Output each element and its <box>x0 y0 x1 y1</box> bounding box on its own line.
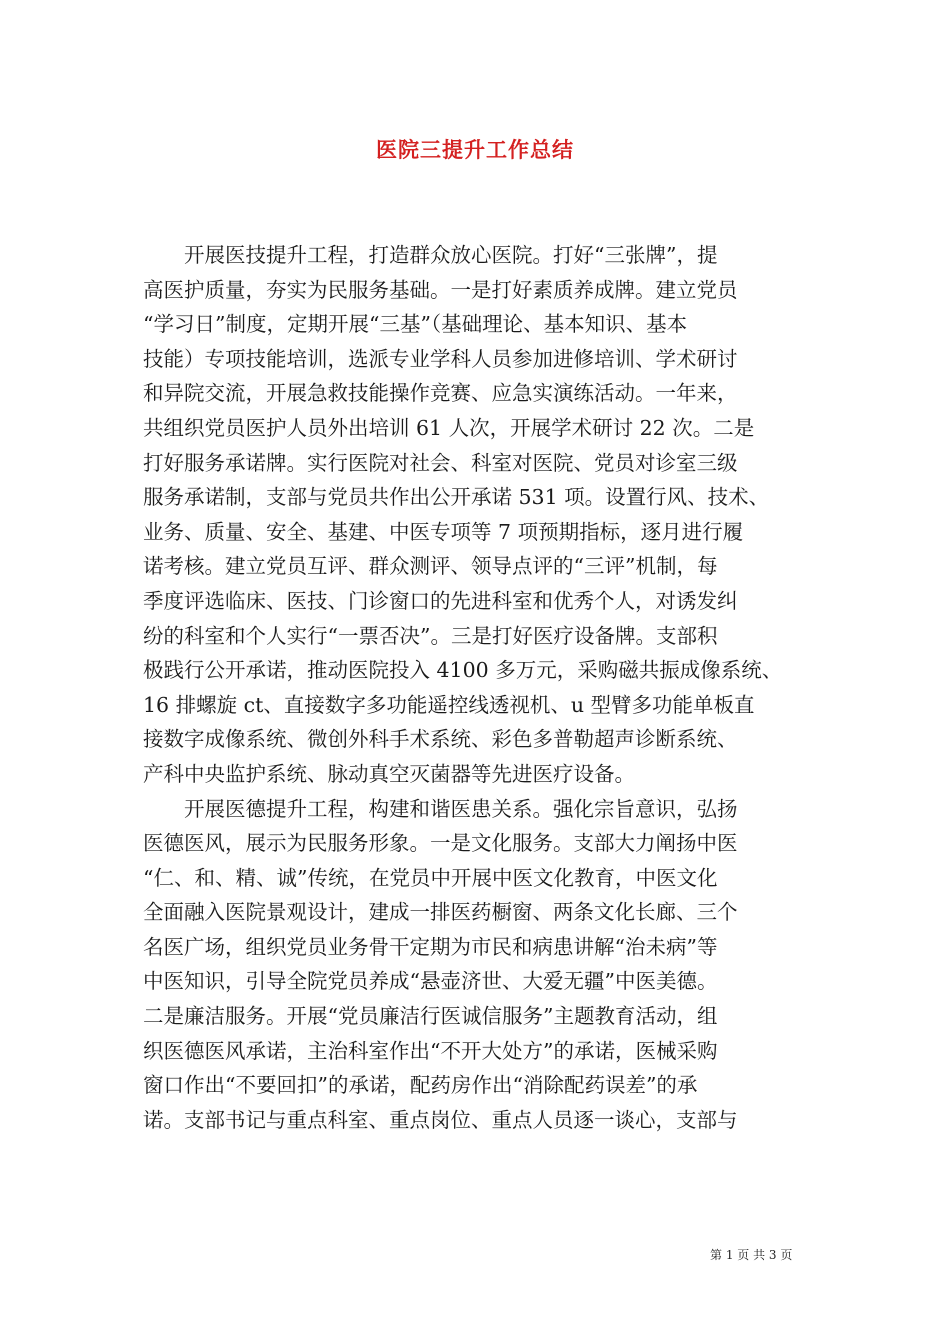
body-line: 开展医德提升工程，构建和谐医患关系。强化宗旨意识，弘扬 <box>143 796 738 821</box>
body-line: 产科中央监护系统、脉动真空灭菌器等先进医疗设备。 <box>143 761 635 786</box>
body-line: 服务承诺制，支部与党员共作出公开承诺 531 项。设置行风、技术、 <box>143 485 770 510</box>
body-line: 织医德医风承诺，主治科室作出“不开大处方”的承诺，医械采购 <box>143 1038 718 1063</box>
body-line: 诺。支部书记与重点科室、重点岗位、重点人员逐一谈心，支部与 <box>143 1107 738 1132</box>
body-line: 打好服务承诺牌。实行医院对社会、科室对医院、党员对诊室三级 <box>143 450 738 475</box>
body-line: 开展医技提升工程，打造群众放心医院。打好“三张牌”，提 <box>143 243 718 267</box>
body-line: 接数字成像系统、微创外科手术系统、彩色多普勒超声诊断系统、 <box>143 727 738 752</box>
body-line: 业务、质量、安全、基建、中医专项等 7 项预期指标，逐月进行履 <box>143 519 744 544</box>
document-body <box>143 238 811 1137</box>
body-line: 极践行公开承诺，推动医院投入 4100 多万元，采购磁共振成像系统、 <box>143 658 783 683</box>
body-line: 纷的科室和个人实行“一票否决”。三是打好医疗设备牌。支部积 <box>143 623 718 648</box>
body-line: 技能）专项技能培训，选派专业学科人员参加进修培训、学术研讨 <box>143 346 738 371</box>
page-number-footer: 第 1 页 共 3 页 <box>710 1248 793 1262</box>
body-line: 中医知识，引导全院党员养成“悬壶济世、大爱无疆”中医美德。 <box>143 969 718 994</box>
body-line: 高医护质量，夯实为民服务基础。一是打好素质养成牌。建立党员 <box>143 277 738 302</box>
body-line: 16 排螺旋 ct、直接数字多功能遥控线透视机、u 型臂多功能单板直 <box>143 692 755 717</box>
body-line: 共组织党员医护人员外出培训 61 人次，开展学术研讨 22 次。二是 <box>143 415 755 440</box>
body-line: 窗口作出“不要回扣”的承诺，配药房作出“消除配药误差”的承 <box>143 1073 698 1098</box>
body-line: “学习日”制度，定期开展“三基”（基础理论、基本知识、基本 <box>143 312 688 337</box>
body-line: 诺考核。建立党员互评、群众测评、领导点评的“三评”机制，每 <box>143 554 718 579</box>
body-line: 医德医风，展示为民服务形象。一是文化服务。支部大力阐扬中医 <box>143 831 738 856</box>
body-line: “仁、和、精、诚”传统，在党员中开展中医文化教育，中医文化 <box>143 865 718 890</box>
document-title: 医院三提升工作总结 <box>376 137 574 162</box>
body-line: 二是廉洁服务。开展“党员廉洁行医诚信服务”主题教育活动，组 <box>143 1004 718 1029</box>
body-line: 季度评选临床、医技、门诊窗口的先进科室和优秀个人，对诱发纠 <box>143 588 738 613</box>
body-line: 和异院交流，开展急救技能操作竞赛、应急实演练活动。一年来， <box>143 381 738 406</box>
body-line: 名医广场，组织党员业务骨干定期为市民和病患讲解“治未病”等 <box>143 934 718 959</box>
body-line: 全面融入医院景观设计，建成一排医药橱窗、两条文化长廊、三个 <box>143 900 738 925</box>
